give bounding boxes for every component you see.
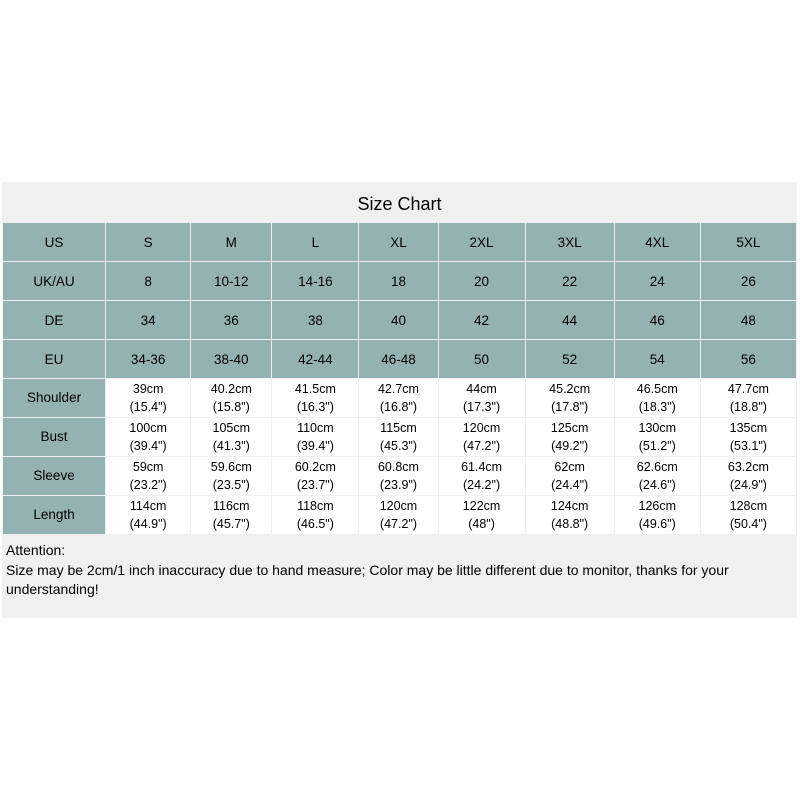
size-cell: 48 — [701, 301, 796, 339]
inch-value: (39.4") — [129, 439, 167, 453]
measure-cell — [272, 496, 358, 534]
cm-value: 59cm — [132, 460, 164, 474]
measure-cell — [701, 418, 796, 456]
inch-value: (18.3") — [638, 400, 676, 414]
size-cell: 34-36 — [106, 340, 190, 378]
cm-value: 105cm — [212, 421, 251, 435]
row-label: Shoulder — [3, 379, 105, 417]
size-cell: 40 — [359, 301, 437, 339]
cm-value: 60.2cm — [294, 460, 336, 474]
cm-value: 118cm — [297, 499, 334, 513]
measure-cell — [272, 379, 358, 417]
inch-value: (17.3") — [463, 400, 501, 414]
size-row-eu — [3, 340, 796, 378]
cm-value: 130cm — [638, 421, 677, 435]
size-cell: 14-16 — [272, 262, 358, 300]
row-label: DE — [3, 301, 105, 339]
cm-value: 128cm — [729, 499, 768, 513]
inch-value: (44.9") — [129, 517, 167, 531]
size-chart-table — [2, 222, 797, 535]
measure-row-length — [3, 496, 796, 534]
inch-value: (15.4") — [129, 400, 167, 414]
inch-value: (24.9") — [729, 478, 767, 492]
measure-cell — [439, 457, 525, 495]
cm-value: 41.5cm — [294, 382, 336, 396]
size-cell: 42-44 — [272, 340, 358, 378]
measure-cell — [359, 457, 437, 495]
cm-value: 116cm — [212, 499, 250, 513]
measure-cell — [191, 418, 271, 456]
measure-cell — [526, 457, 614, 495]
inch-value: (47.2") — [379, 517, 418, 531]
attention-text: Size may be 2cm/1 inch inaccuracy due to hand measure; Color may be little different due to monitor, thanks for your understanding! — [6, 561, 729, 597]
cm-value: 45.2cm — [549, 382, 591, 396]
cm-value: 125cm — [550, 421, 589, 435]
inch-value: (45.7") — [212, 517, 250, 531]
size-cell: 46-48 — [359, 340, 437, 378]
row-label: US — [3, 223, 105, 261]
measure-cell — [615, 379, 700, 417]
cm-value: 122cm — [462, 499, 501, 513]
inch-value: (16.3") — [296, 400, 334, 414]
inch-value: (24.2") — [463, 478, 501, 492]
measure-cell — [526, 379, 614, 417]
measure-cell — [106, 379, 190, 417]
measure-row-bust — [3, 418, 796, 456]
cm-value: 126cm — [638, 499, 677, 513]
size-cell: 44 — [526, 301, 614, 339]
measure-cell — [439, 379, 525, 417]
size-cell: XL — [359, 223, 437, 261]
cm-value: 124cm — [550, 499, 589, 513]
cm-value: 120cm — [379, 499, 418, 513]
size-cell: 56 — [701, 340, 796, 378]
attention-note — [6, 541, 786, 600]
size-cell: 24 — [615, 262, 700, 300]
cm-value: 44cm — [466, 382, 497, 396]
cm-value: 120cm — [462, 421, 501, 435]
row-label: Length — [3, 496, 105, 534]
cm-value: 110cm — [297, 421, 334, 435]
row-label: Bust — [3, 418, 105, 456]
inch-value: (50.4") — [729, 517, 767, 531]
size-cell: S — [106, 223, 190, 261]
size-cell: 52 — [526, 340, 614, 378]
cm-value: 62.6cm — [636, 460, 678, 474]
size-cell: 26 — [701, 262, 796, 300]
row-label: EU — [3, 340, 105, 378]
size-cell: 10-12 — [191, 262, 271, 300]
inch-value: (17.8") — [551, 400, 589, 414]
measure-cell — [439, 496, 525, 534]
size-cell: 38-40 — [191, 340, 271, 378]
measure-row-sleeve — [3, 457, 796, 495]
inch-value: (16.8") — [379, 400, 418, 414]
size-cell: L — [272, 223, 358, 261]
measure-cell — [106, 418, 190, 456]
inch-value: (48") — [468, 517, 495, 531]
size-cell: 22 — [526, 262, 614, 300]
cm-value: 115cm — [380, 421, 417, 435]
size-row-de — [3, 301, 796, 339]
measure-cell — [191, 379, 271, 417]
size-cell: 42 — [439, 301, 525, 339]
size-row-us — [3, 223, 796, 261]
size-cell: 2XL — [439, 223, 525, 261]
size-cell: M — [191, 223, 271, 261]
size-cell: 8 — [106, 262, 190, 300]
inch-value: (15.8") — [212, 400, 250, 414]
size-cell: 50 — [439, 340, 525, 378]
measure-cell — [106, 457, 190, 495]
measure-cell — [272, 418, 358, 456]
inch-value: (47.2") — [463, 439, 501, 453]
size-row-uk-au — [3, 262, 796, 300]
measure-cell — [615, 457, 700, 495]
inch-value: (49.2") — [551, 439, 589, 453]
size-cell: 3XL — [526, 223, 614, 261]
inch-value: (23.9") — [379, 478, 418, 492]
measure-row-shoulder — [3, 379, 796, 417]
size-cell: 5XL — [701, 223, 796, 261]
size-cell: 4XL — [615, 223, 700, 261]
inch-value: (51.2") — [638, 439, 676, 453]
measure-cell — [701, 379, 796, 417]
size-cell: 36 — [191, 301, 271, 339]
measure-cell — [615, 418, 700, 456]
size-cell: 38 — [272, 301, 358, 339]
cm-value: 47.7cm — [727, 382, 769, 396]
cm-value: 61.4cm — [461, 460, 503, 474]
cm-value: 42.7cm — [377, 382, 419, 396]
cm-value: 114cm — [129, 499, 167, 513]
measure-cell — [359, 379, 437, 417]
inch-value: (49.6") — [638, 517, 676, 531]
measure-cell — [359, 496, 437, 534]
inch-value: (39.4") — [296, 439, 334, 453]
attention-heading: Attention: — [6, 542, 66, 558]
cm-value: 59.6cm — [210, 460, 252, 474]
inch-value: (23.7") — [296, 478, 334, 492]
measure-cell — [526, 496, 614, 534]
measure-cell — [191, 457, 271, 495]
inch-value: (23.2") — [129, 478, 167, 492]
inch-value: (48.8") — [551, 517, 589, 531]
size-cell: 34 — [106, 301, 190, 339]
measure-cell — [526, 418, 614, 456]
measure-cell — [439, 418, 525, 456]
size-cell: 46 — [615, 301, 700, 339]
size-chart-title: Size Chart — [357, 194, 442, 214]
inch-value: (23.5") — [212, 478, 250, 492]
measure-cell — [701, 496, 796, 534]
measure-cell — [106, 496, 190, 534]
measure-cell — [615, 496, 700, 534]
cm-value: 63.2cm — [727, 460, 769, 474]
measure-cell — [701, 457, 796, 495]
size-cell: 20 — [439, 262, 525, 300]
size-chart-panel — [2, 182, 797, 618]
measure-cell — [191, 496, 271, 534]
row-label: UK/AU — [3, 262, 105, 300]
size-cell: 18 — [359, 262, 437, 300]
inch-value: (53.1") — [729, 439, 767, 453]
cm-value: 135cm — [729, 421, 768, 435]
inch-value: (41.3") — [212, 439, 250, 453]
row-label: Sleeve — [3, 457, 105, 495]
cm-value: 100cm — [129, 421, 167, 435]
inch-value: (18.8") — [729, 400, 767, 414]
cm-value: 39cm — [132, 382, 164, 396]
inch-value: (24.4") — [551, 478, 589, 492]
cm-value: 62cm — [554, 460, 585, 474]
size-cell: 54 — [615, 340, 700, 378]
inch-value: (45.3") — [379, 439, 418, 453]
cm-value: 46.5cm — [636, 382, 678, 396]
measure-cell — [272, 457, 358, 495]
measure-cell — [359, 418, 437, 456]
cm-value: 60.8cm — [377, 460, 419, 474]
inch-value: (46.5") — [296, 517, 334, 531]
inch-value: (24.6") — [638, 478, 676, 492]
cm-value: 40.2cm — [210, 382, 252, 396]
